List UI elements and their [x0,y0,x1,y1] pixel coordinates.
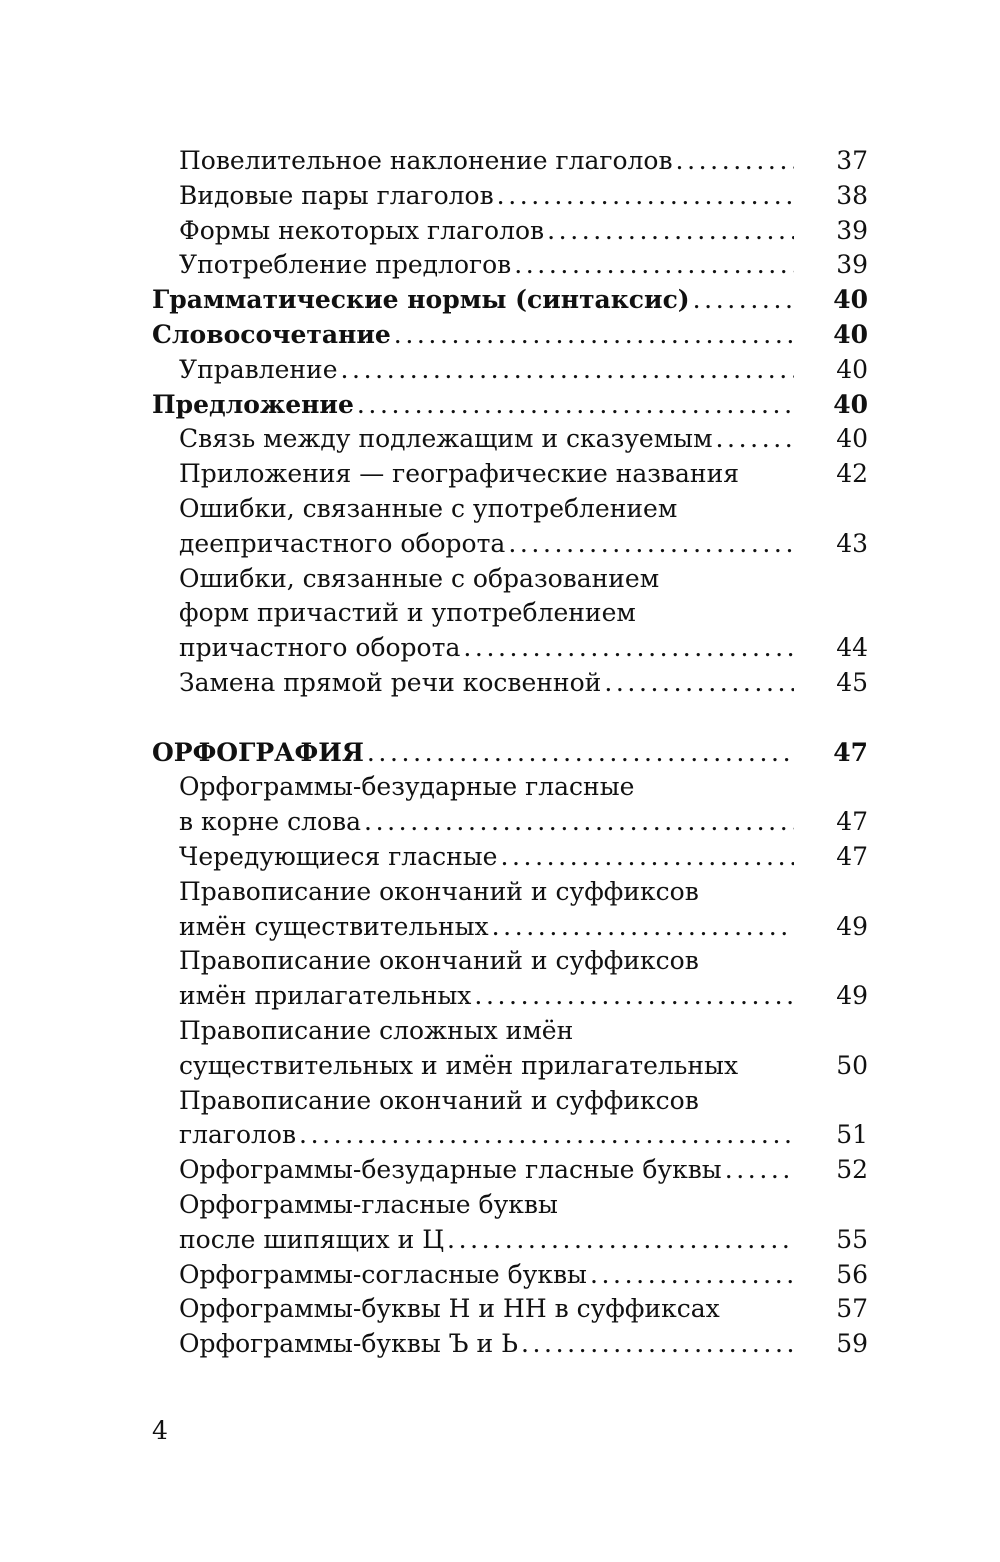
toc-page-number: 42 [836,459,868,489]
dot-leader [394,318,794,353]
dot-leader [474,979,794,1014]
toc-entry [152,144,868,179]
dot-leader [514,248,794,283]
toc-page-number: 49 [836,911,868,941]
toc-page-number: 37 [836,146,868,175]
toc-entry [152,1014,868,1049]
toc-page-number: 39 [836,215,868,245]
toc-entry [152,631,868,666]
dot-leader [590,1258,794,1293]
toc-entry-title: существительных и имён прилагательных [179,1050,739,1080]
toc-entry-title: Правописание окончаний и суффиксов [179,876,699,906]
toc-entry [152,944,868,979]
toc-page-number: 40 [833,389,868,419]
toc-entry-title: Орфограммы-безударные гласные буквы [179,1155,722,1185]
dot-leader [341,353,794,388]
toc-entry [152,353,868,388]
toc-entry-title: Связь между подлежащим и сказуемым [179,424,713,454]
dot-leader [367,736,794,771]
toc-entry-title: деепричастного оборота [179,528,506,558]
toc-page-number: 38 [836,180,868,210]
toc-page-number: 43 [836,528,868,558]
toc-page-number: 52 [836,1155,868,1185]
toc-entry-title: Управление [179,354,338,384]
toc-entry [152,179,868,214]
toc-entry-title: Правописание сложных имён [179,1015,574,1045]
toc-entry [152,596,868,631]
toc-entry-title: Приложения — географические названия [179,459,739,489]
toc-entry [152,562,868,597]
toc-page-number: 39 [836,250,868,280]
toc-page-number: 47 [836,841,868,871]
toc-page-number: 50 [836,1050,868,1080]
toc-entry-title: Орфограммы-буквы Ъ и Ь [179,1329,518,1359]
toc-page-number: 45 [836,667,868,697]
toc-page-number: 47 [836,807,868,837]
dot-leader [725,1153,794,1188]
toc-entry-title: Видовые пары глаголов [179,180,494,210]
toc-entry-title: Словосочетание [152,319,391,349]
toc-entry [152,1153,868,1188]
toc-page-number: 40 [833,319,868,349]
toc-entry [152,1223,868,1258]
toc-entry [152,527,868,562]
toc-entry-title: после шипящих и Ц [179,1224,445,1254]
toc-section-entry [152,736,868,771]
toc-entry-title: в корне слова [179,807,362,837]
toc-entry-title: Замена прямой речи косвенной [179,667,602,697]
toc-entry [152,214,868,249]
toc-page-number: 56 [836,1259,868,1289]
toc-entry [152,1084,868,1119]
toc-entry-title: Чередующиеся гласные [179,841,498,871]
toc-entry [152,1188,868,1223]
toc-entry-title: глаголов [179,1120,297,1150]
toc-entry-title: причастного оборота [179,633,461,663]
toc-page-number: 59 [836,1329,868,1359]
dot-leader [508,527,794,562]
toc-entry-title: имён существительных [179,911,489,941]
toc-entry-title: Орфограммы-согласные буквы [179,1259,587,1289]
toc-entry-title: форм причастий и употреблением [179,598,636,628]
dot-leader [447,1223,794,1258]
dot-leader [693,283,794,318]
toc-page-number: 44 [836,633,868,663]
toc-section-entry [152,283,868,318]
toc-entry [152,666,868,701]
dot-leader [463,631,794,666]
toc-entry [152,422,868,457]
dot-leader [299,1118,794,1153]
toc-entry [152,1258,868,1293]
toc-page-number: 49 [836,981,868,1011]
toc-entry-title: Правописание окончаний и суффиксов [179,1085,699,1115]
toc-page-number: 40 [833,285,868,315]
toc-entry [152,875,868,910]
dot-leader [521,1327,794,1362]
toc-entry-title: Орфограммы-буквы Н и НН в суффиксах [179,1294,720,1324]
toc-entry-title: Орфограммы-безударные гласные [179,772,635,802]
toc-page-number: 47 [833,737,868,767]
toc-entry [152,248,868,283]
toc-entry-title: Повелительное наклонение глаголов [179,146,673,175]
table-of-contents [152,144,868,1362]
toc-entry-title: Формы некоторых глаголов [179,215,545,245]
toc-spacer [152,701,868,736]
dot-leader [500,840,794,875]
toc-entry-title: Употребление предлогов [179,250,512,280]
dot-leader [497,179,794,214]
dot-leader [547,214,794,249]
toc-entry [152,770,868,805]
toc-entry-title: Правописание окончаний и суффиксов [179,946,699,976]
toc-entry [152,979,868,1014]
dot-leader [604,666,794,701]
toc-section-entry [152,388,868,423]
toc-entry-title: Ошибки, связанные с образованием [179,563,660,593]
dot-leader [492,910,794,945]
toc-entry [152,457,868,492]
toc-entry [152,1049,868,1084]
toc-page-number: 40 [836,424,868,454]
toc-entry [152,805,868,840]
toc-entry-title: имён прилагательных [179,981,472,1011]
dot-leader [676,144,794,179]
toc-page-number: 55 [836,1224,868,1254]
toc-section-entry [152,318,868,353]
toc-page-number: 51 [836,1120,868,1150]
toc-entry [152,492,868,527]
toc-page-number: 57 [836,1294,868,1324]
toc-entry [152,840,868,875]
toc-entry-title: ОРФОГРАФИЯ [152,737,364,767]
toc-entry-title: Ошибки, связанные с употреблением [179,493,678,523]
toc-entry [152,910,868,945]
toc-entry [152,1292,868,1327]
dot-leader [716,422,794,457]
dot-leader [364,805,794,840]
dot-leader [357,388,794,423]
toc-entry-title: Грамматические нормы (синтаксис) [152,285,690,315]
toc-entry-title: Орфограммы-гласные буквы [179,1189,558,1219]
toc-entry [152,1327,868,1362]
toc-page-number: 40 [836,354,868,384]
toc-entry [152,1118,868,1153]
toc-entry-title: Предложение [152,389,354,419]
page-number: 4 [152,1416,168,1445]
